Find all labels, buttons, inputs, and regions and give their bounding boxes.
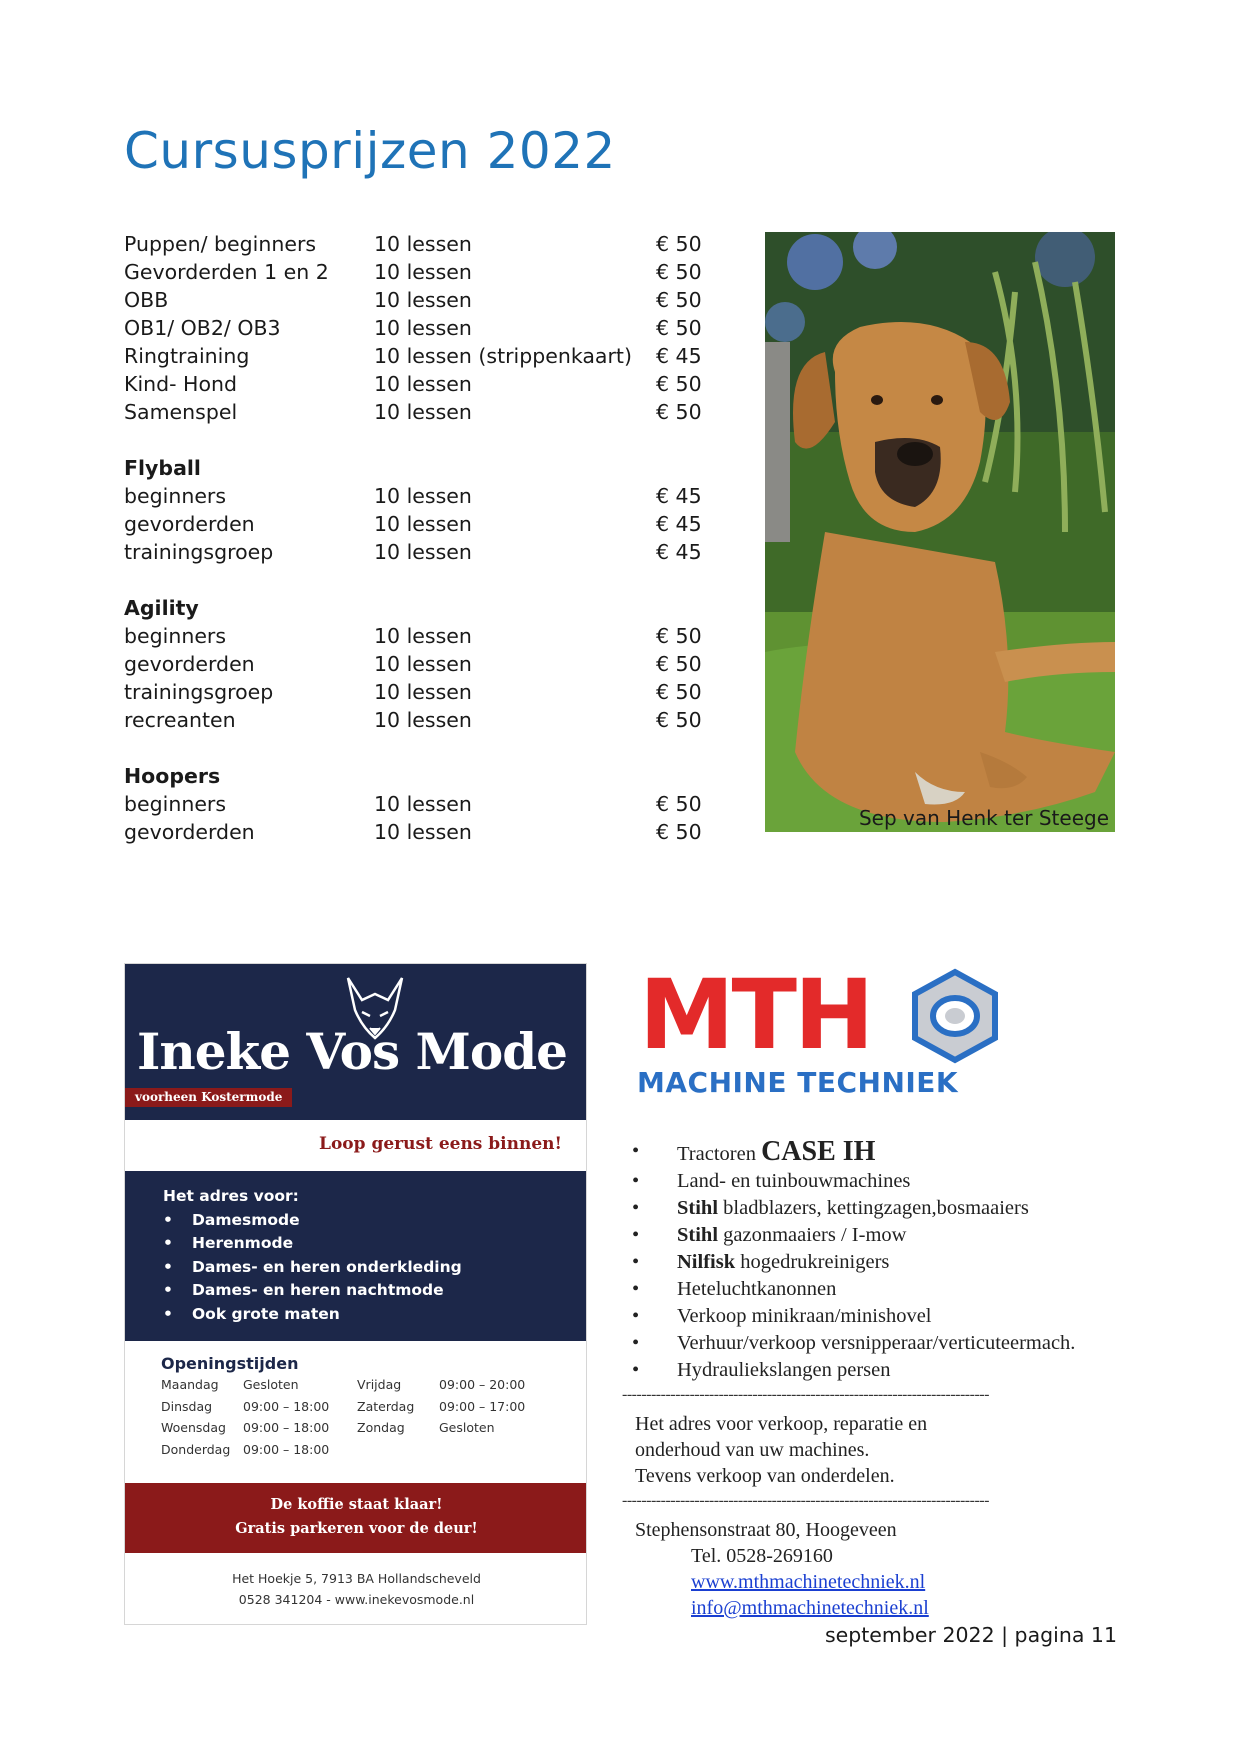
course-lessons: 10 lessen [374, 624, 472, 648]
course-lessons: 10 lessen [374, 484, 472, 508]
course-price: € 50 [656, 372, 702, 396]
course-name: OB1/ OB2/ OB3 [124, 316, 281, 340]
mth-service-item [632, 1222, 1075, 1249]
course-price: € 45 [656, 344, 702, 368]
flyball-courses [124, 482, 704, 566]
vos-invite: Loop gerust eens binnen! [319, 1134, 562, 1154]
course-lessons: 10 lessen [374, 652, 472, 676]
vos-time: Gesloten [243, 1377, 299, 1392]
vos-address-intro: Het adres voor: [163, 1187, 299, 1205]
course-name: OBB [124, 288, 169, 312]
course-price: € 50 [656, 652, 702, 676]
course-name: trainingsgroep [124, 680, 274, 704]
mth-item-brand: CASE IH [761, 1136, 876, 1167]
course-name: gevorderden [124, 820, 255, 844]
vos-item: • Herenmode [163, 1232, 587, 1256]
section-heading-flyball: Flyball [124, 456, 201, 480]
course-name: gevorderden [124, 652, 255, 676]
course-price: € 45 [656, 484, 702, 508]
course-name: Samenspel [124, 400, 238, 424]
course-lessons: 10 lessen [374, 708, 472, 732]
course-lessons: 10 lessen [374, 372, 472, 396]
mth-service-item [632, 1276, 1075, 1303]
price-row [124, 650, 704, 678]
agility-courses [124, 622, 704, 734]
course-lessons: 10 lessen [374, 540, 472, 564]
course-price: € 50 [656, 400, 702, 424]
vos-time: 09:00 – 18:00 [243, 1420, 330, 1435]
course-name: Ringtraining [124, 344, 250, 368]
mth-service-list [632, 1138, 1075, 1384]
mth-service-text [635, 1411, 927, 1489]
vos-time: 09:00 – 17:00 [439, 1398, 526, 1414]
hex-nut-icon [905, 966, 1005, 1066]
mth-service-item [632, 1249, 1075, 1276]
vos-hours-table [161, 1377, 581, 1463]
vos-hours-row [161, 1442, 581, 1464]
vos-day: Woensdag [161, 1420, 226, 1435]
price-row [124, 314, 704, 342]
mth-item-text: gazonmaaiers / I-mow [718, 1224, 907, 1246]
course-name: trainingsgroep [124, 540, 274, 564]
vos-item: • Damesmode [163, 1209, 587, 1233]
mth-item-text: Heteluchtkanonnen [677, 1278, 837, 1300]
price-row [124, 706, 704, 734]
hoopers-courses [124, 790, 704, 846]
page-title: Cursusprijzen 2022 [124, 122, 616, 180]
price-list [124, 230, 704, 846]
price-row [124, 622, 704, 650]
vos-street: Het Hoekje 5, 7913 BA Hollandscheveld [232, 1571, 481, 1586]
mth-service-line-2: onderhoud van uw machines. [635, 1439, 870, 1461]
vos-hours-title: Openingstijden [161, 1354, 299, 1373]
course-name: beginners [124, 484, 227, 508]
price-row [124, 286, 704, 314]
vos-tagline: voorheen Kostermode [125, 1088, 292, 1107]
vos-day: Zaterdag [357, 1398, 415, 1414]
vos-day: Vrijdag [357, 1377, 402, 1392]
price-row [124, 342, 704, 370]
mth-service-item [632, 1195, 1075, 1222]
mth-service-line-3: Tevens verkoop van onderdelen. [635, 1465, 895, 1487]
mth-address: Stephensonstraat 80, Hoogeveen [635, 1519, 897, 1541]
price-row [124, 538, 704, 566]
mth-item-brand: Stihl [677, 1224, 719, 1246]
vos-day: Maandag [161, 1377, 219, 1392]
course-lessons: 10 lessen [374, 232, 472, 256]
course-lessons: 10 lessen [374, 820, 472, 844]
vos-opening-hours [161, 1354, 581, 1463]
price-row [124, 678, 704, 706]
vos-item: • Ook grote maten [163, 1303, 587, 1327]
vos-slogan-2: Gratis parkeren voor de deur! [235, 1520, 478, 1537]
course-price: € 45 [656, 540, 702, 564]
course-price: € 50 [656, 792, 702, 816]
vos-slogan-1: De koffie staat klaar! [270, 1496, 443, 1513]
course-lessons: 10 lessen [374, 792, 472, 816]
dog-illustration [765, 232, 1115, 832]
vos-hours-row [161, 1377, 581, 1399]
mth-item-text: Verhuur/verkoop versnipperaar/verticuteermach. [677, 1332, 1076, 1354]
mth-service-item [632, 1357, 1075, 1384]
price-row [124, 258, 704, 286]
mth-service-item [632, 1330, 1075, 1357]
mth-website-link[interactable]: www.mthmachinetechniek.nl [691, 1571, 926, 1593]
vos-item: • Dames- en heren nachtmode [163, 1279, 587, 1303]
course-price: € 50 [656, 708, 702, 732]
course-price: € 50 [656, 680, 702, 704]
mth-item-text: Hydrauliekslangen persen [677, 1359, 891, 1381]
photo-caption: Sep van Henk ter Steege [858, 806, 1109, 830]
vos-address [125, 1568, 587, 1610]
course-name: beginners [124, 792, 227, 816]
course-name: gevorderden [124, 512, 255, 536]
mth-service-item [632, 1168, 1075, 1195]
ineke-vos-advertisement [124, 963, 587, 1625]
vos-day: Dinsdag [161, 1398, 213, 1414]
mth-phone: Tel. 0528-269160 [691, 1545, 833, 1567]
mth-contact [635, 1517, 929, 1621]
vos-slogan-band [125, 1483, 587, 1553]
vos-time: 09:00 – 18:00 [243, 1398, 330, 1414]
vos-contact: 0528 341204 - www.inekevosmode.nl [238, 1592, 475, 1607]
course-price: € 50 [656, 820, 702, 844]
mth-email-link[interactable]: info@mthmachinetechniek.nl [691, 1597, 929, 1619]
mth-item-text: Tractoren [677, 1143, 762, 1165]
course-price: € 50 [656, 624, 702, 648]
section-heading-agility: Agility [124, 596, 199, 620]
vos-offer [125, 1171, 587, 1341]
vos-time: 09:00 – 18:00 [243, 1441, 330, 1457]
course-lessons: 10 lessen [374, 680, 472, 704]
vos-brand-name: Ineke Vos Mode [137, 1022, 567, 1081]
mth-item-text: bladblazers, kettingzagen,bosmaaiers [718, 1197, 1029, 1219]
mth-subtitle: MACHINE TECHNIEK [637, 1066, 959, 1099]
mth-service-item [632, 1303, 1075, 1330]
mth-separator-2: ---------------------------------------------------------------------------- [622, 1492, 989, 1509]
vos-day: Donderdag [161, 1441, 231, 1457]
price-row [124, 370, 704, 398]
course-lessons: 10 lessen [374, 400, 472, 424]
vos-time: 09:00 – 20:00 [439, 1377, 526, 1392]
price-row [124, 790, 704, 818]
vos-day: Zondag [357, 1420, 405, 1435]
vos-hours-row [161, 1399, 581, 1421]
vos-item: • Dames- en heren onderkleding [163, 1256, 587, 1280]
course-name: Kind- Hond [124, 372, 238, 396]
course-price: € 50 [656, 316, 702, 340]
course-name: beginners [124, 624, 227, 648]
mth-item-brand: Stihl [677, 1197, 719, 1219]
price-row [124, 818, 704, 846]
mth-item-text: Land- en tuinbouwmachines [677, 1170, 911, 1192]
course-name: recreanten [124, 708, 236, 732]
course-lessons: 10 lessen [374, 260, 472, 284]
course-price: € 45 [656, 512, 702, 536]
mth-service-item [632, 1138, 1075, 1168]
mth-separator-1: ---------------------------------------------------------------------------- [622, 1386, 989, 1403]
mth-item-text: hogedrukreinigers [735, 1251, 890, 1273]
mth-advertisement [622, 959, 1122, 1622]
dog-photo [765, 232, 1115, 832]
course-price: € 50 [656, 232, 702, 256]
price-row [124, 482, 704, 510]
mth-item-brand: Nilfisk [677, 1251, 736, 1273]
vos-item-list [163, 1209, 587, 1327]
page-footer: september 2022 | pagina 11 [824, 1623, 1117, 1647]
course-price: € 50 [656, 260, 702, 284]
course-lessons: 10 lessen [374, 316, 472, 340]
price-row [124, 510, 704, 538]
vos-hours-row [161, 1420, 581, 1442]
course-name: Gevorderden 1 en 2 [124, 260, 329, 284]
vos-time: Gesloten [439, 1420, 495, 1435]
course-price: € 50 [656, 288, 702, 312]
mth-service-line-1: Het adres voor verkoop, reparatie en [635, 1413, 928, 1435]
course-lessons: 10 lessen [374, 512, 472, 536]
mth-logo: MTH [639, 959, 872, 1071]
section-heading-hoopers: Hoopers [124, 764, 221, 788]
course-lessons: 10 lessen (strippenkaart) [374, 344, 632, 368]
course-name: Puppen/ beginners [124, 232, 317, 256]
price-row [124, 398, 704, 426]
basic-courses [124, 230, 704, 426]
price-row [124, 230, 704, 258]
course-lessons: 10 lessen [374, 288, 472, 312]
mth-item-text: Verkoop minikraan/minishovel [677, 1305, 932, 1327]
